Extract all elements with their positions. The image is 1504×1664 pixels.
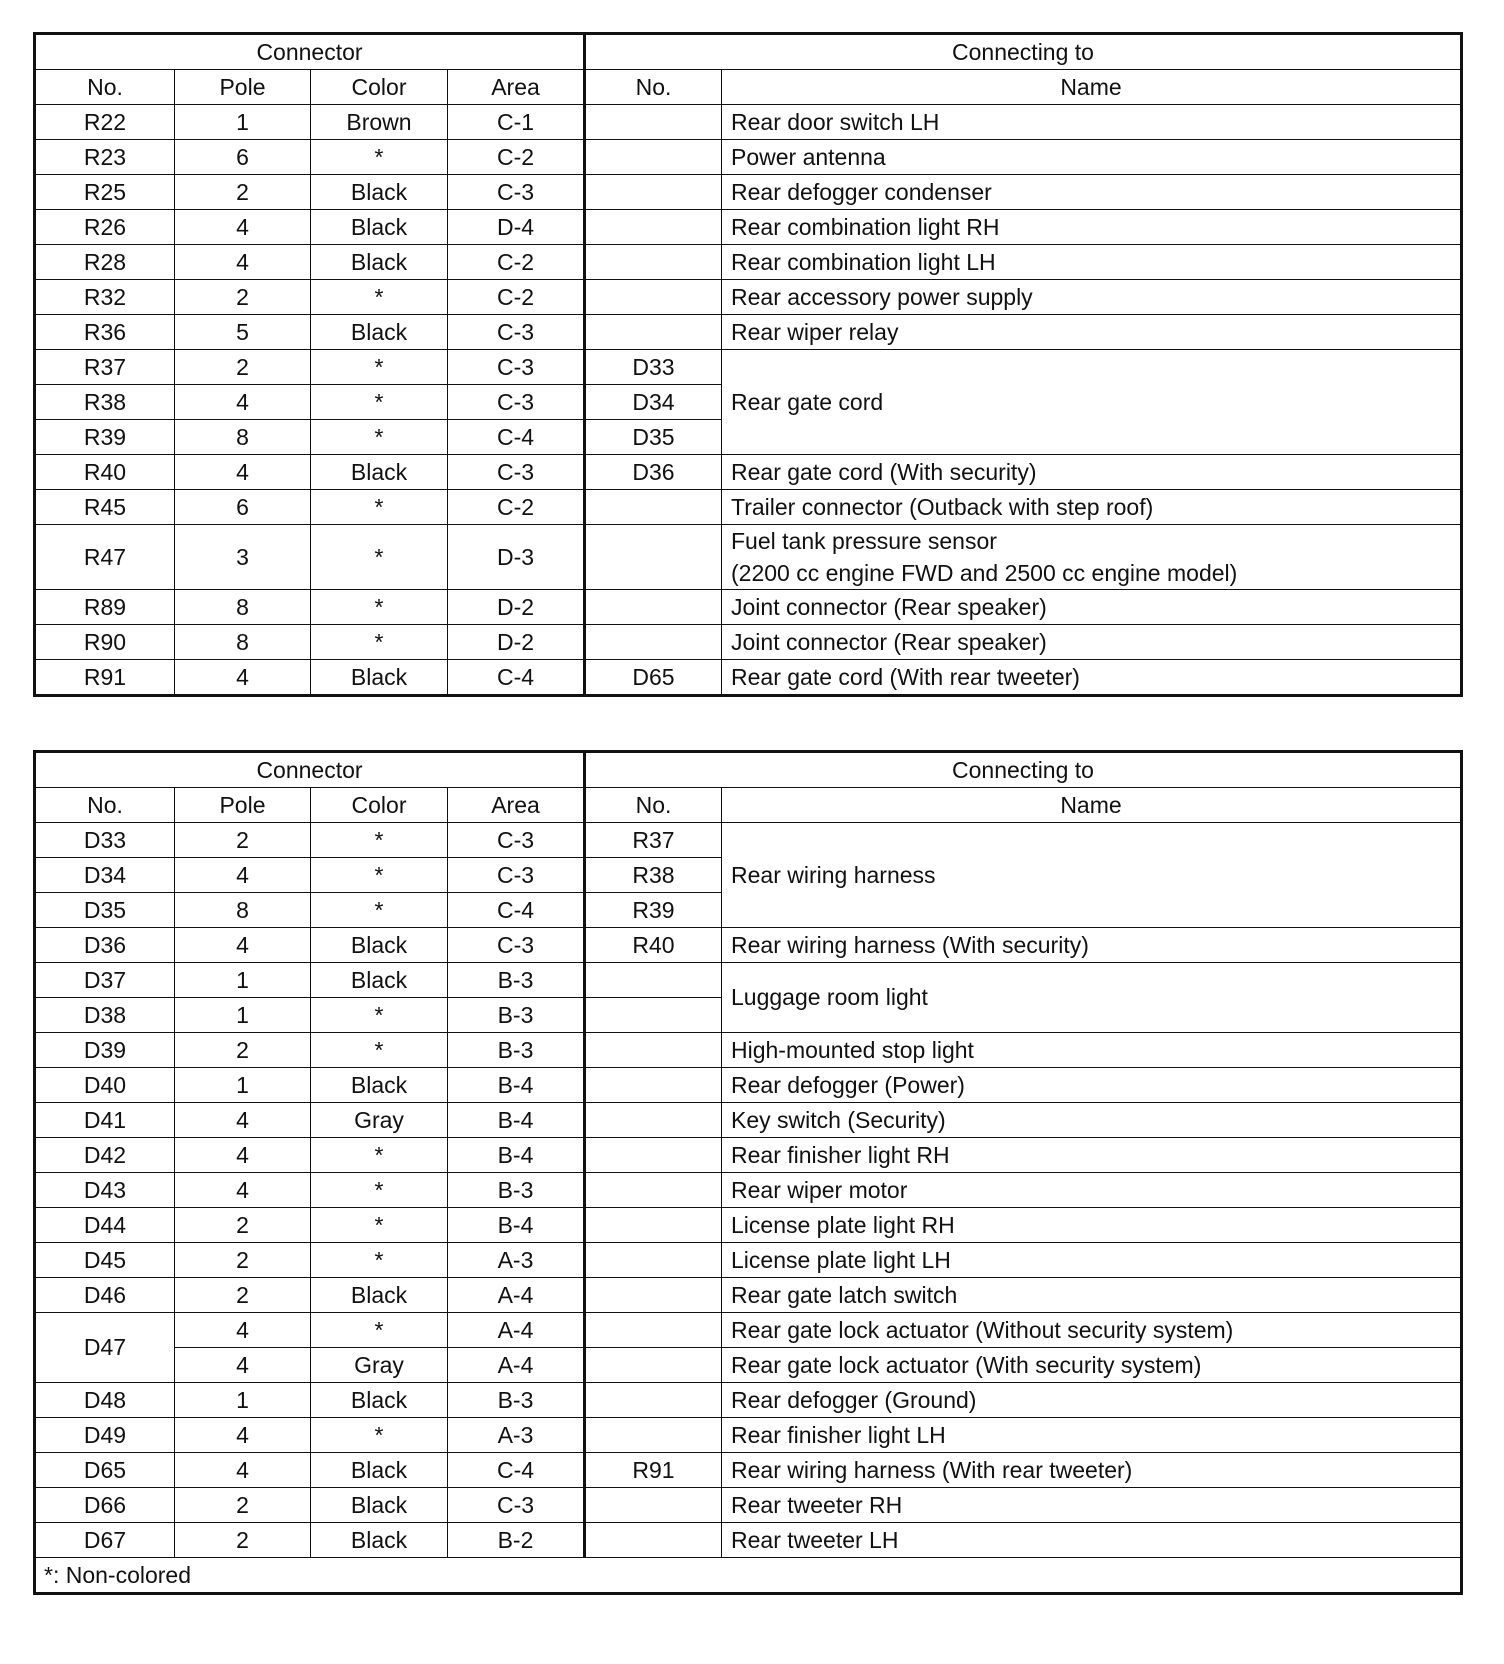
cell-color: * (311, 1208, 448, 1243)
col-header-to-no: No. (585, 788, 722, 823)
cell-area: C-3 (448, 350, 585, 385)
cell-name: Rear finisher light LH (722, 1418, 1462, 1453)
table-row (35, 525, 1462, 590)
cell-name: Rear defogger condenser (722, 175, 1462, 210)
cell-area: C-3 (448, 385, 585, 420)
connector-table-rear-wiring (33, 32, 1463, 697)
cell-to-no (585, 1208, 722, 1243)
cell-to-no (585, 590, 722, 625)
cell-pole: 4 (175, 1348, 311, 1383)
cell-area: C-2 (448, 490, 585, 525)
cell-to-no (585, 1348, 722, 1383)
table-row (35, 105, 1462, 140)
cell-no: D38 (35, 998, 175, 1033)
cell-pole: 4 (175, 245, 311, 280)
col-header-pole: Pole (175, 70, 311, 105)
cell-to-no (585, 1383, 722, 1418)
cell-no: D49 (35, 1418, 175, 1453)
cell-name: Power antenna (722, 140, 1462, 175)
cell-area: B-3 (448, 1173, 585, 1208)
cell-to-no (585, 280, 722, 315)
cell-pole: 2 (175, 1523, 311, 1558)
cell-color: Black (311, 210, 448, 245)
cell-pole: 2 (175, 175, 311, 210)
cell-name: Joint connector (Rear speaker) (722, 625, 1462, 660)
connector-group-header: Connector (35, 752, 585, 788)
cell-no: D34 (35, 858, 175, 893)
cell-to-no (585, 1103, 722, 1138)
cell-name: Rear combination light LH (722, 245, 1462, 280)
cell-to-no (585, 1068, 722, 1103)
cell-pole: 4 (175, 1453, 311, 1488)
cell-color: * (311, 350, 448, 385)
cell-to-no: R39 (585, 893, 722, 928)
cell-no: R38 (35, 385, 175, 420)
footnote-row (35, 1558, 1462, 1594)
cell-color: * (311, 280, 448, 315)
cell-no: D66 (35, 1488, 175, 1523)
cell-no: D37 (35, 963, 175, 998)
table-row (35, 1523, 1462, 1558)
cell-to-no (585, 210, 722, 245)
cell-pole: 4 (175, 210, 311, 245)
cell-area: A-4 (448, 1278, 585, 1313)
table-row (35, 490, 1462, 525)
cell-color: * (311, 385, 448, 420)
col-header-name: Name (722, 788, 1462, 823)
cell-name: Rear wiring harness (With security) (722, 928, 1462, 963)
cell-area: B-4 (448, 1138, 585, 1173)
cell-pole: 4 (175, 455, 311, 490)
table-row (35, 660, 1462, 696)
cell-to-no (585, 1243, 722, 1278)
table-row (35, 625, 1462, 660)
cell-no: R37 (35, 350, 175, 385)
cell-no: D44 (35, 1208, 175, 1243)
cell-name (722, 525, 1462, 590)
cell-to-no (585, 1418, 722, 1453)
cell-no: R25 (35, 175, 175, 210)
cell-color: Black (311, 660, 448, 696)
cell-pole: 4 (175, 1173, 311, 1208)
table-row (35, 1173, 1462, 1208)
cell-to-no (585, 105, 722, 140)
cell-pole: 8 (175, 420, 311, 455)
cell-pole: 4 (175, 660, 311, 696)
cell-no: R32 (35, 280, 175, 315)
cell-area: C-2 (448, 140, 585, 175)
cell-area: C-4 (448, 893, 585, 928)
cell-pole: 1 (175, 1383, 311, 1418)
cell-name: Rear gate cord (With security) (722, 455, 1462, 490)
table-row (35, 963, 1462, 998)
cell-to-no: D35 (585, 420, 722, 455)
cell-pole: 2 (175, 823, 311, 858)
cell-pole: 1 (175, 963, 311, 998)
cell-name: Rear gate lock actuator (Without security system) (722, 1313, 1462, 1348)
cell-pole: 4 (175, 1138, 311, 1173)
cell-name-line2: (2200 cc engine FWD and 2500 cc engine model) (731, 560, 1238, 586)
cell-name: Rear gate cord (722, 350, 1462, 455)
cell-name: Rear defogger (Ground) (722, 1383, 1462, 1418)
cell-pole: 2 (175, 1278, 311, 1313)
footnote: *: Non-colored (35, 1558, 1462, 1594)
cell-no: D65 (35, 1453, 175, 1488)
table-row (35, 210, 1462, 245)
table-row (35, 823, 1462, 858)
table-row (35, 455, 1462, 490)
cell-to-no (585, 1313, 722, 1348)
cell-to-no: R91 (585, 1453, 722, 1488)
cell-area: B-4 (448, 1208, 585, 1243)
cell-area: A-4 (448, 1313, 585, 1348)
cell-to-no (585, 1173, 722, 1208)
cell-pole: 2 (175, 1243, 311, 1278)
cell-name: Rear wiring harness (722, 823, 1462, 928)
cell-area: A-3 (448, 1243, 585, 1278)
cell-color: Black (311, 1453, 448, 1488)
table-row (35, 350, 1462, 385)
cell-color: * (311, 858, 448, 893)
cell-pole: 4 (175, 385, 311, 420)
cell-name: Rear wiper relay (722, 315, 1462, 350)
cell-area: C-3 (448, 858, 585, 893)
col-header-pole: Pole (175, 788, 311, 823)
cell-area: C-3 (448, 175, 585, 210)
cell-to-no (585, 175, 722, 210)
connecting-to-group-header: Connecting to (585, 752, 1462, 788)
cell-name: Rear door switch LH (722, 105, 1462, 140)
cell-no: D45 (35, 1243, 175, 1278)
cell-no: D36 (35, 928, 175, 963)
cell-to-no: D34 (585, 385, 722, 420)
cell-to-no (585, 998, 722, 1033)
cell-name: Rear combination light RH (722, 210, 1462, 245)
cell-to-no (585, 1138, 722, 1173)
cell-area: C-4 (448, 660, 585, 696)
col-header-to-no: No. (585, 70, 722, 105)
cell-to-no: D36 (585, 455, 722, 490)
cell-color: Black (311, 1383, 448, 1418)
cell-area: C-4 (448, 420, 585, 455)
cell-pole: 8 (175, 893, 311, 928)
cell-color: Gray (311, 1348, 448, 1383)
cell-color: * (311, 893, 448, 928)
table-column-header-row (35, 788, 1462, 823)
cell-name: License plate light LH (722, 1243, 1462, 1278)
cell-area: C-3 (448, 1488, 585, 1523)
cell-pole: 8 (175, 590, 311, 625)
cell-color: Black (311, 315, 448, 350)
cell-area: C-2 (448, 280, 585, 315)
table-row (35, 1453, 1462, 1488)
cell-name: Rear wiper motor (722, 1173, 1462, 1208)
cell-to-no (585, 315, 722, 350)
cell-no: D67 (35, 1523, 175, 1558)
col-header-no: No. (35, 70, 175, 105)
cell-to-no: R40 (585, 928, 722, 963)
col-header-name: Name (722, 70, 1462, 105)
cell-to-no: D33 (585, 350, 722, 385)
table-row (35, 175, 1462, 210)
cell-name: Rear defogger (Power) (722, 1068, 1462, 1103)
cell-no: D40 (35, 1068, 175, 1103)
table-row (35, 1103, 1462, 1138)
cell-no: R23 (35, 140, 175, 175)
col-header-color: Color (311, 788, 448, 823)
cell-pole: 3 (175, 525, 311, 590)
cell-color: Black (311, 928, 448, 963)
cell-name: Trailer connector (Outback with step roof) (722, 490, 1462, 525)
cell-name: Rear tweeter RH (722, 1488, 1462, 1523)
cell-pole: 6 (175, 140, 311, 175)
table-row (35, 1488, 1462, 1523)
cell-area: B-3 (448, 1383, 585, 1418)
table-row (35, 280, 1462, 315)
cell-area: C-3 (448, 823, 585, 858)
cell-area: A-3 (448, 1418, 585, 1453)
cell-pole: 2 (175, 1208, 311, 1243)
cell-color: * (311, 1173, 448, 1208)
cell-area: D-4 (448, 210, 585, 245)
cell-no: D46 (35, 1278, 175, 1313)
table-group-header-row (35, 34, 1462, 70)
table-row (35, 1068, 1462, 1103)
cell-color: * (311, 140, 448, 175)
cell-name: Rear finisher light RH (722, 1138, 1462, 1173)
cell-color: Brown (311, 105, 448, 140)
table-row (35, 928, 1462, 963)
table-row (35, 1418, 1462, 1453)
cell-to-no (585, 625, 722, 660)
cell-area: C-3 (448, 928, 585, 963)
table-row (35, 1208, 1462, 1243)
cell-to-no: R38 (585, 858, 722, 893)
cell-color: Black (311, 963, 448, 998)
cell-color: * (311, 625, 448, 660)
cell-area: C-4 (448, 1453, 585, 1488)
cell-no: D39 (35, 1033, 175, 1068)
cell-area: B-3 (448, 1033, 585, 1068)
cell-no: D42 (35, 1138, 175, 1173)
cell-name: Rear gate latch switch (722, 1278, 1462, 1313)
cell-area: B-4 (448, 1068, 585, 1103)
cell-area: C-1 (448, 105, 585, 140)
cell-no: R39 (35, 420, 175, 455)
cell-area: B-2 (448, 1523, 585, 1558)
col-header-area: Area (448, 70, 585, 105)
cell-area: D-3 (448, 525, 585, 590)
cell-to-no (585, 1488, 722, 1523)
cell-name: Rear wiring harness (With rear tweeter) (722, 1453, 1462, 1488)
cell-no: R28 (35, 245, 175, 280)
cell-color: * (311, 420, 448, 455)
cell-name: Rear gate cord (With rear tweeter) (722, 660, 1462, 696)
cell-to-no (585, 140, 722, 175)
cell-name: High-mounted stop light (722, 1033, 1462, 1068)
cell-color: Black (311, 175, 448, 210)
cell-name: Joint connector (Rear speaker) (722, 590, 1462, 625)
table-row (35, 1243, 1462, 1278)
cell-area: A-4 (448, 1348, 585, 1383)
cell-color: * (311, 525, 448, 590)
col-header-color: Color (311, 70, 448, 105)
cell-name: Luggage room light (722, 963, 1462, 1033)
cell-name: Rear accessory power supply (722, 280, 1462, 315)
cell-name: Rear gate lock actuator (With security system) (722, 1348, 1462, 1383)
table-row (35, 1313, 1462, 1348)
cell-to-no (585, 245, 722, 280)
connecting-to-group-header: Connecting to (585, 34, 1462, 70)
cell-no: R45 (35, 490, 175, 525)
cell-to-no: R37 (585, 823, 722, 858)
cell-pole: 4 (175, 1103, 311, 1138)
cell-color: * (311, 590, 448, 625)
table-row (35, 590, 1462, 625)
cell-pole: 8 (175, 625, 311, 660)
cell-no: R47 (35, 525, 175, 590)
cell-color: * (311, 1313, 448, 1348)
cell-no: D33 (35, 823, 175, 858)
cell-color: * (311, 1138, 448, 1173)
cell-pole: 2 (175, 280, 311, 315)
cell-pole: 1 (175, 1068, 311, 1103)
cell-no: R36 (35, 315, 175, 350)
cell-pole: 2 (175, 1488, 311, 1523)
cell-no: D48 (35, 1383, 175, 1418)
cell-color: Black (311, 245, 448, 280)
table-row (35, 1033, 1462, 1068)
cell-to-no (585, 490, 722, 525)
cell-name-line1: Fuel tank pressure sensor (731, 528, 997, 554)
cell-no: R26 (35, 210, 175, 245)
cell-pole: 5 (175, 315, 311, 350)
table-column-header-row (35, 70, 1462, 105)
cell-color: Gray (311, 1103, 448, 1138)
cell-color: Black (311, 1488, 448, 1523)
cell-pole: 4 (175, 1313, 311, 1348)
table-row (35, 315, 1462, 350)
cell-color: * (311, 1418, 448, 1453)
cell-no: R40 (35, 455, 175, 490)
cell-to-no (585, 963, 722, 998)
cell-pole: 1 (175, 105, 311, 140)
cell-to-no (585, 1033, 722, 1068)
cell-no: D35 (35, 893, 175, 928)
cell-color: * (311, 1033, 448, 1068)
cell-pole: 2 (175, 350, 311, 385)
cell-pole: 4 (175, 858, 311, 893)
cell-no: D41 (35, 1103, 175, 1138)
cell-no: R89 (35, 590, 175, 625)
cell-area: C-3 (448, 455, 585, 490)
cell-name: License plate light RH (722, 1208, 1462, 1243)
cell-color: * (311, 998, 448, 1033)
cell-area: D-2 (448, 625, 585, 660)
cell-color: * (311, 490, 448, 525)
col-header-area: Area (448, 788, 585, 823)
cell-name: Rear tweeter LH (722, 1523, 1462, 1558)
table-row (35, 245, 1462, 280)
col-header-no: No. (35, 788, 175, 823)
cell-no: D43 (35, 1173, 175, 1208)
cell-to-no (585, 525, 722, 590)
cell-color: * (311, 1243, 448, 1278)
connector-group-header: Connector (35, 34, 585, 70)
cell-color: * (311, 823, 448, 858)
cell-to-no (585, 1278, 722, 1313)
cell-pole: 2 (175, 1033, 311, 1068)
cell-color: Black (311, 1068, 448, 1103)
table-group-header-row (35, 752, 1462, 788)
table-row (35, 1383, 1462, 1418)
cell-no: D47 (35, 1313, 175, 1383)
cell-pole: 1 (175, 998, 311, 1033)
cell-area: B-3 (448, 998, 585, 1033)
table-row (35, 1138, 1462, 1173)
table-row (35, 1348, 1462, 1383)
cell-area: D-2 (448, 590, 585, 625)
cell-pole: 4 (175, 928, 311, 963)
cell-no: R90 (35, 625, 175, 660)
cell-color: Black (311, 1278, 448, 1313)
cell-area: B-4 (448, 1103, 585, 1138)
table-row (35, 140, 1462, 175)
cell-area: C-3 (448, 315, 585, 350)
cell-to-no (585, 1523, 722, 1558)
cell-pole: 4 (175, 1418, 311, 1453)
cell-color: Black (311, 1523, 448, 1558)
cell-no: R22 (35, 105, 175, 140)
cell-color: Black (311, 455, 448, 490)
connector-table-rear-gate-cord (33, 750, 1463, 1595)
cell-area: C-2 (448, 245, 585, 280)
table-row (35, 1278, 1462, 1313)
cell-area: B-3 (448, 963, 585, 998)
cell-to-no: D65 (585, 660, 722, 696)
cell-name: Key switch (Security) (722, 1103, 1462, 1138)
cell-no: R91 (35, 660, 175, 696)
cell-pole: 6 (175, 490, 311, 525)
